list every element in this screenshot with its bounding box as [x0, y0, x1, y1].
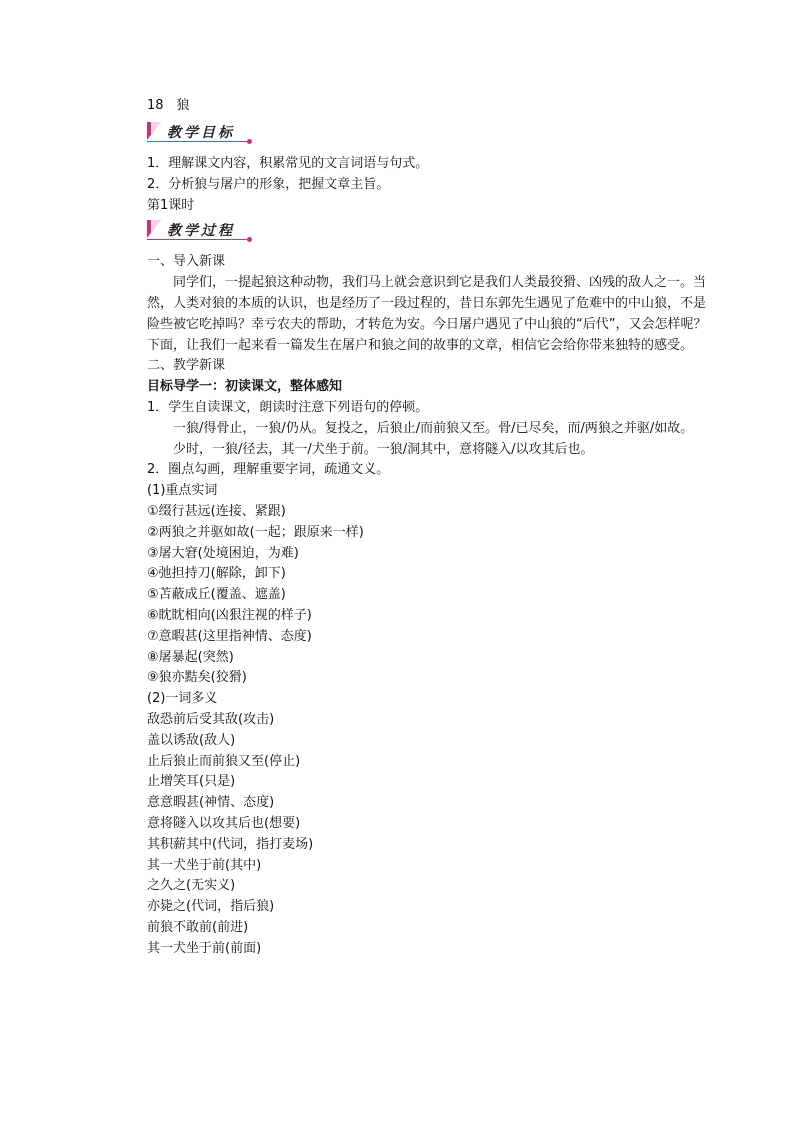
list-item: 其积薪其中(代词，指打麦场)	[147, 836, 314, 852]
list-item: ⑤苫蔽成丘(覆盖、遮盖)	[147, 587, 286, 603]
list-item: ⑧屠暴起(突然)	[147, 649, 234, 665]
step-2: 2．圈点勾画，理解重要字词，疏通文义。	[147, 462, 390, 478]
list-item: 敌恐前后受其敌(攻击)	[147, 711, 275, 727]
banner-underline	[147, 239, 247, 240]
list-item: 之久之(无实义)	[147, 878, 236, 894]
list-item: ⑥眈眈相向(凶狠注视的样子)	[147, 607, 312, 623]
list-item: 亦毙之(代词，指后狼)	[147, 899, 275, 915]
list-item: ②两狼之并驱如故(一起；跟原来一样)	[147, 524, 364, 540]
list-item: 止增笑耳(只是)	[147, 774, 236, 790]
goal-item-2: 2．分析狼与屠户的形象，把握文章主旨。	[147, 176, 390, 192]
vocab-heading: (1)重点实词	[147, 483, 218, 499]
goal-item-1: 1．理解课文内容，积累常见的文言词语与句式。	[147, 156, 429, 171]
list-item: 意意暇甚(神情、态度)	[147, 795, 275, 811]
banner-flag-inner-icon	[151, 220, 161, 234]
lesson-number: 第1课时	[147, 197, 195, 213]
intro-paragraph: 同学们，一提起狼这种动物，我们马上就会意识到它是我们人类最狡猾、凶残的敌人之一。当然，人类对狼的本质的认识，也是经历了一段过程的，昔日东郭先生遇见了危难中的中山狼，不是险些被它吃掉吗？幸亏农夫的帮助，才转危为安。今日屠户遇见了中山狼的“后代”，又会怎样呢？下面，让我们一起来看一篇发生在屠户和狼之间的故事的文章，相信它会给你带来独特的感受。	[147, 275, 707, 353]
list-item: 止后狼止而前狼又至(停止)	[147, 753, 301, 769]
pause-paragraph-2: 少时，一狼/径去，其一/犬坐于前。一狼/洞其中，意将隧入/以攻其后也。	[173, 441, 594, 457]
polysemy-list	[147, 710, 707, 960]
goal-guide-1: 目标导学一：初读课文，整体感知	[147, 379, 343, 395]
part-heading-intro: 一、导入新课	[147, 254, 226, 270]
step-1: 1．学生自读课文，朗读时注意下列语句的停顿。	[147, 399, 429, 415]
section-banner-goals	[147, 122, 259, 146]
banner-dot-icon	[247, 237, 252, 242]
list-item: ⑦意暇甚(这里指神情、态度)	[147, 628, 312, 644]
list-item: 盖以诱敌(敌人)	[147, 732, 236, 748]
list-item: 其一犬坐于前(前面)	[147, 940, 262, 956]
banner-dot-icon	[247, 139, 252, 144]
document-page	[147, 96, 707, 959]
pause-paragraph-1: 一狼/得骨止，一狼/仍从。复投之，后狼止/而前狼又至。骨/已尽矣，而/两狼之并驱/如故。	[173, 420, 694, 436]
list-item: ④弛担持刀(解除，卸下)	[147, 566, 286, 582]
banner-underline	[147, 141, 247, 142]
lesson-title: 18 狼	[147, 98, 190, 113]
polysemy-heading: (2)一词多义	[147, 691, 218, 707]
list-item: ①缀行甚远(连接、紧跟)	[147, 503, 286, 519]
list-item: ⑨狼亦黠矣(狡猾)	[147, 670, 247, 686]
part-heading-new-lesson: 二、教学新课	[147, 358, 226, 374]
list-item: 意将隧入以攻其后也(想要)	[147, 815, 301, 831]
list-item: ③屠大窘(处境困迫，为难)	[147, 545, 299, 561]
vocab-list	[147, 502, 707, 689]
list-item: 前狼不敢前(前进)	[147, 919, 249, 935]
section-banner-process	[147, 220, 259, 244]
section-heading-goals: 教学目标	[167, 125, 235, 141]
list-item: 其一犬坐于前(其中)	[147, 857, 262, 873]
section-heading-process: 教学过程	[167, 223, 235, 240]
banner-flag-inner-icon	[151, 122, 161, 136]
